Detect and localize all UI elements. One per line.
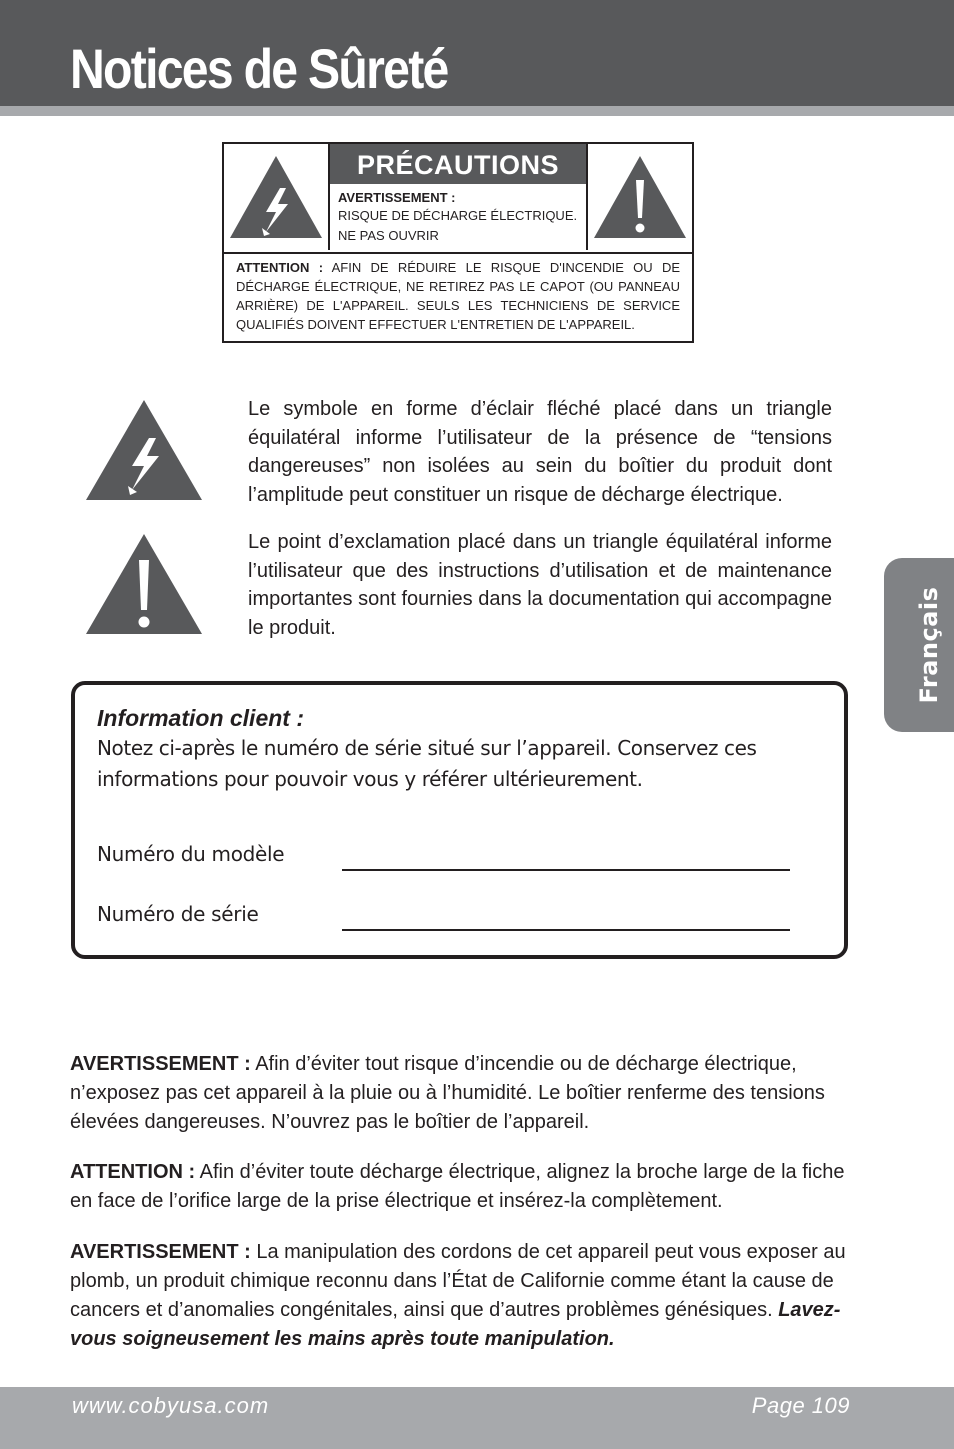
page-title: Notices de Sûreté	[70, 37, 448, 100]
warning-2-lead: ATTENTION :	[70, 1161, 196, 1183]
customer-info-box	[71, 681, 848, 959]
page-footer	[0, 1387, 954, 1449]
model-number-line	[342, 869, 790, 871]
exclamation-warning-icon	[588, 144, 692, 250]
precautions-attention-text: AFIN DE RÉDUIRE LE RISQUE D'INCENDIE OU DE DÉCHARGE ÉLECTRIQUE, NE RETIREZ PAS LE CAPOT (OU PANNEAU ARRIÈRE) DE L'APPAREIL. SEULS LES TECHNICIENS DE SERVICE QUALIFIÉS DOIVENT EFFECTUER L'ENTRETIEN DE L'APPAREIL.	[236, 260, 680, 332]
precautions-warning-title: AVERTISSEMENT :	[338, 190, 456, 205]
warning-2-text: Afin d’éviter toute décharge électrique, alignez la broche large de la fiche en face de l’orifice large de la prise électrique et insérez-la complètement.	[70, 1161, 845, 1212]
warning-1-lead: AVERTISSEMENT :	[70, 1053, 251, 1075]
exclamation-triangle-icon	[86, 534, 202, 634]
customer-info-description: Notez ci-après le numéro de série situé sur l’appareil. Conservez ces informations pour pouvoir vous y référer ultérieurement.	[97, 736, 757, 791]
lightning-symbol-description: Le symbole en forme d’éclair fléché placé dans un triangle équilatéral informe l’utilisateur de la présence de “tensions dangereuses” non isolées au sein du boîtier du produit dont l’amplitude peut constituer un risque de décharge électrique.	[248, 398, 832, 506]
warning-3-text: La manipulation des cordons de cet appareil peut vous exposer au plomb, un produit chimique reconnu dans l’État de Californie comme étant la cause de cancers et d’anomalies congénitales, ainsi que d’autres problèmes génésiques.	[70, 1241, 846, 1321]
precautions-exclamation-cell	[586, 144, 692, 250]
warning-paragraph-2	[70, 1158, 850, 1216]
lightning-triangle-icon	[86, 400, 202, 500]
page-number: Page 109	[751, 1393, 850, 1418]
precautions-warning-line2: NE PAS OUVRIR	[338, 228, 439, 243]
language-tab-label: Français	[915, 586, 943, 704]
precautions-center	[330, 144, 586, 250]
warning-1-text: Afin d’éviter tout risque d’incendie ou de décharge électrique, n’exposez pas cet appareil à la pluie ou à l’humidité. Le boîtier renferme des tensions élevées dangereuses. N’ouvrez pas le boîtier de l’appareil.	[70, 1053, 825, 1133]
precautions-heading: PRÉCAUTIONS	[330, 144, 586, 184]
header-rule	[0, 106, 954, 116]
precautions-attention	[236, 258, 680, 334]
warning-paragraph-3	[70, 1238, 850, 1354]
warning-3-lead: AVERTISSEMENT :	[70, 1241, 251, 1263]
precautions-top-row	[224, 144, 692, 254]
warning-paragraph-1	[70, 1050, 850, 1137]
customer-info-title: Information client :	[97, 705, 304, 731]
precautions-warning-line1: RISQUE DE DÉCHARGE ÉLECTRIQUE.	[338, 208, 578, 223]
warning-3-emphasis: Lavez-vous soigneusement les mains après toute manipulation.	[70, 1299, 841, 1350]
serial-number-line	[342, 929, 790, 931]
footer-url: www.cobyusa.com	[72, 1393, 270, 1418]
exclamation-symbol-description: Le point d’exclamation placé dans un triangle équilatéral informe l’utilisateur que des instructions d’utilisation et de maintenance importantes sont fournies dans la documentation qui accompagne le produit.	[248, 531, 832, 639]
precautions-attention-lead: ATTENTION :	[236, 260, 324, 275]
precautions-label	[222, 142, 694, 343]
precautions-lightning-cell	[224, 144, 330, 250]
model-number-label: Numéro du modèle	[97, 842, 285, 866]
lightning-warning-icon	[224, 144, 328, 250]
language-tab	[884, 558, 954, 732]
serial-number-label: Numéro de série	[97, 902, 259, 926]
